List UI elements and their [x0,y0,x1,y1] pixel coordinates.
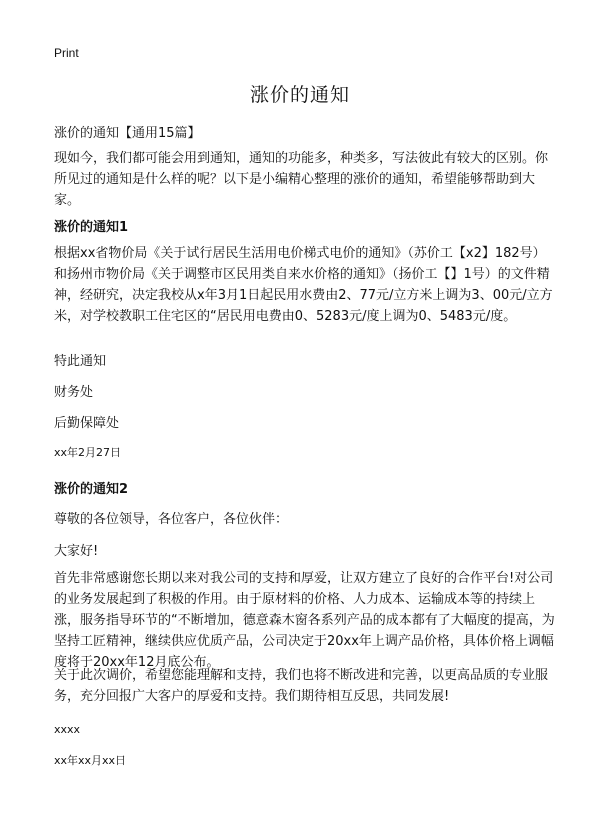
notice2-greeting: 尊敬的各位领导，各位客户，各位伙伴： [54,512,289,527]
notice2-body-1: 首先非常感谢您长期以来对我公司的支持和厚爱，让双方建立了良好的合作平台!对公司的业务发展起到了积极的作用。由于原材料的价格、人力成本、运输成本等的持续上涨，服务指导环节的“不断增加，德意森木窗各系列产品的成本都有了大幅度的提高，为坚持工匠精神，继续供应优质产品，公司决定于20xx年上调产品价格，具体价格上调幅度将于20xx年12月底公布。 [54,571,555,670]
notice2-signature: xxxx [54,723,81,736]
notice2-date: xx年xx月xx日 [54,754,127,767]
notice1-closing: 特此通知 [54,354,107,369]
page-title: 涨价的通知 [249,84,350,106]
notice1-dept-finance: 财务处 [54,385,94,400]
intro-paragraph: 现如今，我们都可能会用到通知，通知的功能多，种类多，写法彼此有较大的区别。你所见过的通知是什么样的呢？以下是小编精心整理的涨价的通知，希望能够帮助到大家。 [54,151,549,208]
notice1-body: 根据xx省物价局《关于试行居民生活用电价梯式电价的通知》（苏价工【x2】182号）和扬州市物价局《关于调整市区民用类自来水价格的通知》（扬价工【】1号）的文件精神，经研究，决定我校从x年3月1日起民用水费由2、77元/立方米上调为3、00元/立方米，对学校教职工住宅区的“居民用电费由0、5283元/度上调为0、5483元/度。 [54,246,553,324]
notice1-date: xx年2月27日 [54,446,122,459]
print-label: Print [54,46,79,60]
notice2-body-2: 关于此次调价，希望您能理解和支持，我们也将不断改进和完善，以更高品质的专业服务，充分回报广大客户的厚爱和支持。我们期待相互反思，共同发展! [54,668,549,704]
notice1-heading: 涨价的通知1 [54,220,129,235]
document-subtitle: 涨价的通知【通用15篇】 [54,126,201,141]
notice2-heading: 涨价的通知2 [54,482,129,497]
notice1-dept-logistics: 后勤保障处 [54,416,120,431]
notice2-hello: 大家好! [54,544,99,559]
